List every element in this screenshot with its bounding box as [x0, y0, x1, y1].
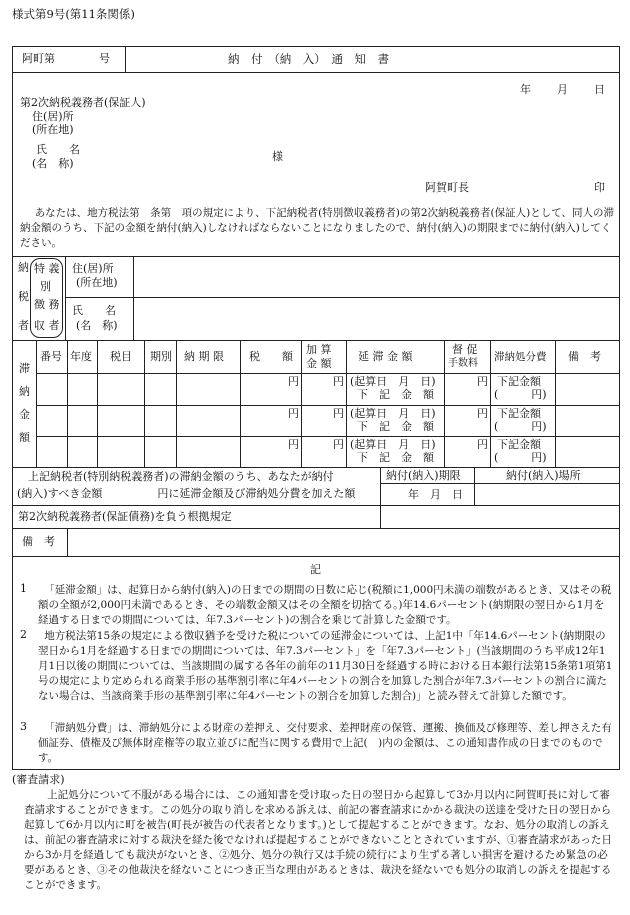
- note-2-text: 地方税法第15条の規定による徴収猶予を受けた税についての延滞金については、上記1中「年14.6パーセント(納期限の翌日から1月を経過する日までの期間については、年7.3パーセント」を「年7.3パーセント」(当該期間のうち平成12年1月1日以後の期間については、当該期間の属する各年の前年の11月30日を経過する時における日本銀行法第15条第1項第1号の規定により定められる商業手形の基準割引率に年4パーセントの割合を加算した割合が年7.3パーセントの割合に満たない場合は、当該商業手形の基準割引率に年4パーセントの割合を加算した割合)」と読み替えて計算した額です。: [38, 630, 613, 702]
- row2-amount-yen: 円: [288, 407, 299, 420]
- row2-add-yen: 円: [333, 407, 344, 420]
- review-title: (審査請求): [12, 773, 65, 786]
- row3-disp-label: 下記金額: [497, 438, 541, 451]
- town-number: 阿町第 号: [22, 52, 110, 65]
- note-1-text: 「延滞金額」は、起算日から納付(納入)の日までの期間の日数に応じ(税額に1,000円未満の端数があるとき、又はその税額の全額が2,000円未満であるとき、その端数金額又はその全額を切捨てる。)年14.6パーセント(納期限の翌日から1月を経過する日までの期間については、年7.3パーセント)の割合を乗じて計算した金額です。: [38, 584, 612, 626]
- note-3-number: 3: [20, 720, 27, 733]
- date-year: 年: [520, 83, 531, 96]
- remarks-label: 備 考: [22, 535, 55, 548]
- date-month: 月: [557, 83, 568, 96]
- row2-late-start: (起算日 月 日): [350, 407, 436, 420]
- form-number-label: 様式第9号(第11条関係): [12, 7, 135, 21]
- summary-line-2: (納入)すべき金額 円に延滞金額及び滞納処分費を加えた額: [17, 487, 356, 500]
- row1-disp-label: 下記金額: [497, 375, 541, 388]
- row2-late-amount: 下 記 金 額: [357, 420, 434, 433]
- col-header-add-1: 加 算: [306, 343, 332, 356]
- document-title: 納 付 （納 入） 通 知 書: [228, 52, 389, 66]
- row1-fee-yen: 円: [477, 375, 488, 388]
- col-header-no: 番号: [40, 350, 62, 363]
- taxpayer-label-3: 者: [18, 319, 29, 332]
- paren-text-1: 特 義: [34, 262, 60, 275]
- addressee-role: 第2次納税義務者(保証人): [20, 96, 146, 109]
- review-text: 上記処分について不服がある場合には、この通知書を受け取った日の翌日から起算して3か月以内に阿賀町長に対して審査請求することができます。この処分の取り消しを求める訴えは、前記の審査請求にかかる裁決の送達を受けた日の翌日から起算して6か月以内に町を被告(町長が被告の代表者となります。)として提起することができます。なお、処分の取消しの訴えは、前記の審査請求に対する裁決を経た後でなければ提起することができないこととされていますが、①審査請求があった日から3か月を経過しても裁決がないとき、②処分、処分の執行又は手続の続行により生ずる著しい損害を避けるため緊急の必要があるとき、③その他裁決を経ないことにつき正当な理由があるときは、裁決を経ないでも処分の取消しの訴えを提起することができます。: [24, 789, 612, 891]
- issuer-seal: 印: [594, 181, 605, 194]
- delinquent-side-4: 額: [19, 431, 30, 444]
- row1-disp-yen: ( 円): [494, 388, 547, 401]
- row1-add-yen: 円: [333, 375, 344, 388]
- note-3-text: 「滞納処分費」は、滞納処分による財産の差押え、交付要求、差押財産の保管、運搬、換価及び修理等、差し押さえた有価証券、債権及び無体財産権等の取立並びに配当に関する費用で上記( )内の金額は、この通知書作成の日までのものです。: [38, 722, 612, 764]
- taxpayer-name-label: 氏 名: [72, 304, 116, 317]
- row1-late-start: (起算日 月 日): [350, 375, 436, 388]
- summary-line-1: 上記納税者(特別納税義務者)の滞納金額のうち、あなたが納付: [28, 470, 334, 483]
- taxpayer-address-label: 住(居)所: [72, 262, 114, 275]
- col-header-due: 納 期 限: [184, 350, 224, 363]
- addressee-name-label: 氏 名: [36, 143, 80, 156]
- col-header-disposal: 滞納処分費: [494, 351, 547, 363]
- deadline-header: 納付(納入)期限: [386, 469, 461, 482]
- taxpayer-location-label: (所在地): [76, 276, 118, 289]
- note-1-number: 1: [20, 582, 27, 595]
- col-header-period: 期別: [150, 350, 172, 363]
- row3-disp-yen: ( 円): [494, 451, 547, 464]
- paren-text-4: 収 者: [34, 319, 60, 332]
- deadline-value: 年 月 日: [408, 488, 463, 501]
- basis-label: 第2次納税義務者(保証債務)を負う根拠規定: [18, 510, 232, 523]
- col-header-year: 年度: [70, 350, 92, 363]
- col-header-remarks: 備 考: [568, 350, 601, 363]
- taxpayer-label-1: 納: [18, 261, 29, 274]
- note-2-number: 2: [20, 628, 27, 641]
- date-day: 日: [594, 83, 605, 96]
- taxpayer-label-2: 税: [18, 290, 29, 303]
- row1-late-amount: 下 記 金 額: [357, 388, 434, 401]
- row3-fee-yen: 円: [477, 438, 488, 451]
- row3-amount-yen: 円: [288, 438, 299, 451]
- payment-place-header: 納付(納入)場所: [506, 469, 581, 482]
- addressee-org-label: (名 称): [32, 157, 74, 170]
- paren-text-2: 別: [40, 280, 51, 293]
- row2-disp-label: 下記金額: [497, 407, 541, 420]
- addressee-location-label: (所在地): [32, 123, 74, 136]
- col-header-add-2: 金 額: [306, 357, 332, 370]
- issuer-name: 阿賀町長: [425, 181, 469, 194]
- ki-heading: 記: [310, 563, 321, 576]
- delinquent-side-3: 金: [19, 408, 30, 421]
- row3-add-yen: 円: [333, 438, 344, 451]
- row2-fee-yen: 円: [477, 407, 488, 420]
- paren-text-3: 徴 務: [34, 298, 60, 311]
- col-header-late: 延 滞 金 額: [358, 350, 413, 363]
- col-header-tax: 税目: [110, 350, 132, 363]
- addressee-honorific: 様: [272, 150, 283, 163]
- col-header-fee-2: 手数料: [448, 358, 478, 369]
- delinquent-side-2: 納: [19, 385, 30, 398]
- row3-late-start: (起算日 月 日): [350, 438, 436, 451]
- addressee-address-label: 住(居)所: [32, 110, 74, 123]
- row2-disp-yen: ( 円): [494, 420, 547, 433]
- delinquent-side-1: 滞: [19, 362, 30, 375]
- notice-paragraph: あなたは、地方税法第 条第 項の規定により、下記納税者(特別徴収義務者)の第2次納税義務者(保証人)として、同人の滞納金額のうち、下記の金額を納付(納入)しなければならないことになりましたので、納付(納入)の期限までに納付(納入)してください。: [20, 207, 615, 249]
- row1-amount-yen: 円: [288, 375, 299, 388]
- col-header-fee-1: 督 促: [452, 343, 478, 356]
- taxpayer-org-label: (名 称): [76, 319, 118, 332]
- row3-late-amount: 下 記 金 額: [357, 451, 434, 464]
- col-header-amount: 税 額: [249, 350, 293, 363]
